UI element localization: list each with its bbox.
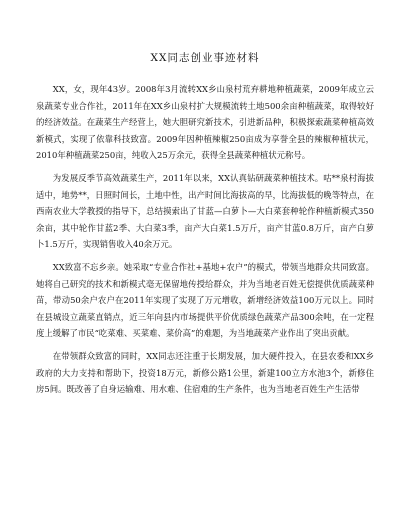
paragraph-4: 在带领群众致富的同时，XX同志还注重于长期发展，加大硬件投入，在县农委和XX乡政府的大力支持和帮助下，投资18万元，新修公路1公里，新建100立方水池3个，新修住房5间。既改善了自身运输难、用水难、住宿难的生产条件，也为当地老百姓生产生活带 (36, 350, 374, 395)
document-title: XX同志创业事迹材料 (150, 52, 260, 64)
paragraph-1: XX，女，现年43岁。2008年3月流转XX乡山泉村荒弃耕地种植蔬菜，2009年成立云泉蔬菜专业合作社，2011年在XX乡山泉村扩大规模流转土地500余亩种植蔬菜，取得较好的经济效益。在蔬菜生产经营上，她大胆研究新技术，引进新品种，积极探索蔬菜种植高效新模式，实现了依靠科技致富。2009年因种植辣椒250亩成为享誉全县的辣椒种植状元，2010年种植蔬菜250亩，纯收入25万余元，获得全县蔬菜种植状元称号。 (36, 84, 374, 161)
paragraph-2: 为发展反季节高效蔬菜生产，2011年以来，XX认真钻研蔬菜种植技术。咕**泉村海拔适中，地势**，日照时间长，土地中性，出产时间比海拔高的早，比海拔低的晚等特点，在西南农业大学教授的指导下，总结摸索出了甘蓝—白萝卜—大白菜套种轮作种植新模式350余亩，其中轮作甘蓝2季、大白菜3季，亩产大白菜1.5万斤，亩产甘蓝0.8万斤，亩产白萝卜1.5万斤，实现销售收入40余万元。 (36, 172, 374, 250)
paragraph-3: XX致富不忘乡亲。她采取“专业合作社+基地+农户”的模式，带领当地群众共同致富。她将自己研究的技术和新模式毫无保留地传授给群众，并为当地老百姓无偿提供优质蔬菜种苗，带动50余户农户在2011年实现了实现了万元增收，新增经济效益100万元以上。同时在县城设立蔬菜直销点，近三年向县内市场提供平价优质绿色蔬菜产品300余吨，在一定程度上缓解了市民“吃菜难、买菜难、菜价高”的难题，为当地蔬菜产业作出了突出贡献。 (36, 261, 374, 339)
